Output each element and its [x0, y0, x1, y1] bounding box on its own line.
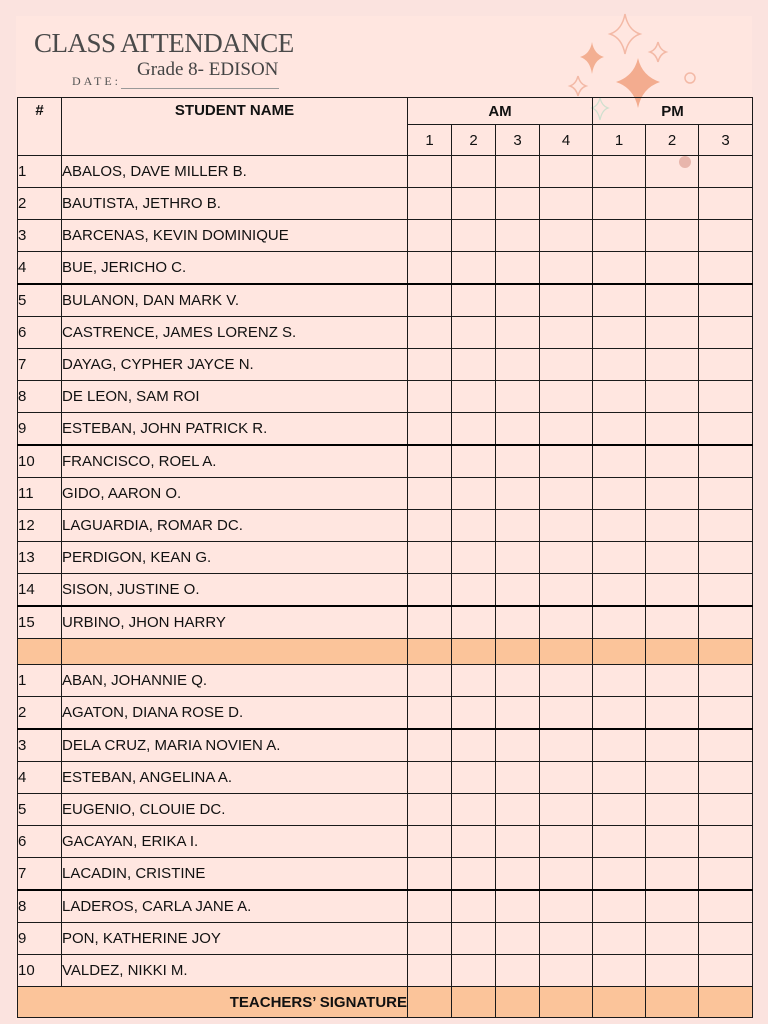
- attendance-cell[interactable]: [496, 381, 540, 413]
- attendance-cell[interactable]: [699, 252, 753, 285]
- attendance-cell[interactable]: [646, 826, 699, 858]
- student-number: 3: [18, 729, 62, 762]
- attendance-cell[interactable]: [593, 665, 646, 697]
- attendance-cell[interactable]: [593, 697, 646, 730]
- attendance-cell[interactable]: [452, 349, 496, 381]
- attendance-cell[interactable]: [699, 606, 753, 639]
- attendance-cell[interactable]: [540, 188, 593, 220]
- student-row: [18, 252, 753, 285]
- student-number: 3: [18, 220, 62, 252]
- student-name: LACADIN, CRISTINE: [62, 858, 408, 891]
- separator-cell: [646, 639, 699, 665]
- attendance-cell[interactable]: [408, 413, 452, 446]
- attendance-cell[interactable]: [408, 729, 452, 762]
- attendance-cell[interactable]: [593, 252, 646, 285]
- attendance-cell[interactable]: [646, 220, 699, 252]
- attendance-cell[interactable]: [699, 445, 753, 478]
- signature-row: [18, 987, 753, 1018]
- student-number: 13: [18, 542, 62, 574]
- attendance-cell[interactable]: [496, 349, 540, 381]
- attendance-cell[interactable]: [699, 413, 753, 446]
- attendance-cell[interactable]: [408, 697, 452, 730]
- attendance-cell[interactable]: [496, 955, 540, 987]
- attendance-cell[interactable]: [646, 445, 699, 478]
- student-name: AGATON, DIANA ROSE D.: [62, 697, 408, 730]
- student-row: [18, 697, 753, 730]
- attendance-cell[interactable]: [408, 858, 452, 891]
- attendance-cell[interactable]: [452, 826, 496, 858]
- student-name: EUGENIO, CLOUIE DC.: [62, 794, 408, 826]
- attendance-cell[interactable]: [699, 890, 753, 923]
- attendance-cell[interactable]: [452, 697, 496, 730]
- attendance-cell[interactable]: [540, 923, 593, 955]
- student-number: 8: [18, 890, 62, 923]
- attendance-cell[interactable]: [408, 665, 452, 697]
- student-row: [18, 762, 753, 794]
- attendance-cell[interactable]: [452, 955, 496, 987]
- attendance-cell[interactable]: [540, 858, 593, 891]
- student-number: 5: [18, 284, 62, 317]
- attendance-cell[interactable]: [593, 858, 646, 891]
- attendance-cell[interactable]: [540, 697, 593, 730]
- attendance-cell[interactable]: [408, 955, 452, 987]
- am-period-header: 3: [496, 125, 540, 156]
- am-period-header: 2: [452, 125, 496, 156]
- attendance-cell[interactable]: [593, 510, 646, 542]
- attendance-cell[interactable]: [699, 858, 753, 891]
- attendance-cell[interactable]: [452, 413, 496, 446]
- attendance-cell[interactable]: [540, 542, 593, 574]
- student-row: [18, 923, 753, 955]
- student-row: [18, 574, 753, 607]
- separator-cell: [18, 639, 62, 665]
- attendance-cell[interactable]: [593, 413, 646, 446]
- attendance-cell[interactable]: [699, 156, 753, 188]
- attendance-cell[interactable]: [540, 317, 593, 349]
- attendance-cell[interactable]: [593, 826, 646, 858]
- date-line: [121, 88, 279, 89]
- student-row: [18, 188, 753, 220]
- attendance-cell[interactable]: [699, 697, 753, 730]
- student-name: BUE, JERICHO C.: [62, 252, 408, 285]
- attendance-cell[interactable]: [496, 220, 540, 252]
- attendance-cell[interactable]: [646, 413, 699, 446]
- attendance-cell[interactable]: [646, 729, 699, 762]
- attendance-cell[interactable]: [593, 220, 646, 252]
- student-number: 2: [18, 697, 62, 730]
- student-number: 10: [18, 445, 62, 478]
- student-number: 6: [18, 317, 62, 349]
- student-row: [18, 955, 753, 987]
- student-number: 4: [18, 762, 62, 794]
- signature-cell[interactable]: [593, 987, 646, 1018]
- attendance-cell[interactable]: [646, 478, 699, 510]
- attendance-cell[interactable]: [699, 826, 753, 858]
- attendance-cell[interactable]: [699, 574, 753, 607]
- attendance-cell[interactable]: [496, 445, 540, 478]
- student-row: [18, 890, 753, 923]
- student-name: LADEROS, CARLA JANE A.: [62, 890, 408, 923]
- attendance-cell[interactable]: [540, 381, 593, 413]
- attendance-cell[interactable]: [408, 381, 452, 413]
- student-row: [18, 665, 753, 697]
- attendance-cell[interactable]: [496, 794, 540, 826]
- attendance-cell[interactable]: [540, 349, 593, 381]
- attendance-cell[interactable]: [496, 317, 540, 349]
- attendance-cell[interactable]: [408, 890, 452, 923]
- attendance-cell[interactable]: [593, 349, 646, 381]
- attendance-cell[interactable]: [452, 284, 496, 317]
- attendance-cell[interactable]: [540, 762, 593, 794]
- attendance-cell[interactable]: [408, 606, 452, 639]
- separator-cell: [452, 639, 496, 665]
- attendance-cell[interactable]: [593, 955, 646, 987]
- student-name: FRANCISCO, ROEL A.: [62, 445, 408, 478]
- attendance-cell[interactable]: [540, 955, 593, 987]
- student-row: [18, 156, 753, 188]
- student-number: 1: [18, 665, 62, 697]
- attendance-cell[interactable]: [646, 923, 699, 955]
- attendance-cell[interactable]: [408, 188, 452, 220]
- attendance-cell[interactable]: [646, 349, 699, 381]
- attendance-cell[interactable]: [699, 762, 753, 794]
- student-row: [18, 826, 753, 858]
- attendance-cell[interactable]: [593, 606, 646, 639]
- attendance-cell[interactable]: [646, 858, 699, 891]
- separator-cell: [699, 639, 753, 665]
- attendance-cell[interactable]: [496, 923, 540, 955]
- attendance-cell[interactable]: [408, 156, 452, 188]
- attendance-cell[interactable]: [452, 220, 496, 252]
- signature-cell[interactable]: [452, 987, 496, 1018]
- attendance-cell[interactable]: [496, 188, 540, 220]
- page-title: CLASS ATTENDANCE: [34, 28, 294, 58]
- section-separator: [18, 639, 753, 665]
- attendance-cell[interactable]: [452, 381, 496, 413]
- student-number: 14: [18, 574, 62, 607]
- column-header-pm: PM: [593, 98, 753, 125]
- separator-cell: [593, 639, 646, 665]
- column-header-am: AM: [408, 98, 593, 125]
- attendance-cell[interactable]: [593, 317, 646, 349]
- attendance-cell[interactable]: [593, 762, 646, 794]
- attendance-cell[interactable]: [496, 284, 540, 317]
- attendance-cell[interactable]: [496, 762, 540, 794]
- attendance-cell[interactable]: [540, 252, 593, 285]
- attendance-cell[interactable]: [408, 923, 452, 955]
- attendance-cell[interactable]: [540, 510, 593, 542]
- attendance-cell[interactable]: [699, 317, 753, 349]
- attendance-cell[interactable]: [452, 923, 496, 955]
- student-row: [18, 317, 753, 349]
- attendance-cell[interactable]: [496, 606, 540, 639]
- attendance-cell[interactable]: [452, 188, 496, 220]
- attendance-cell[interactable]: [593, 188, 646, 220]
- attendance-cell[interactable]: [496, 478, 540, 510]
- attendance-cell[interactable]: [593, 381, 646, 413]
- student-number: 12: [18, 510, 62, 542]
- attendance-cell[interactable]: [593, 156, 646, 188]
- attendance-cell[interactable]: [540, 284, 593, 317]
- attendance-cell[interactable]: [540, 574, 593, 607]
- student-row: [18, 606, 753, 639]
- attendance-cell[interactable]: [646, 697, 699, 730]
- attendance-cell[interactable]: [452, 858, 496, 891]
- student-name: ABALOS, DAVE MILLER B.: [62, 156, 408, 188]
- attendance-cell[interactable]: [408, 252, 452, 285]
- signature-cell[interactable]: [646, 987, 699, 1018]
- student-row: [18, 729, 753, 762]
- attendance-cell[interactable]: [452, 606, 496, 639]
- attendance-cell[interactable]: [646, 794, 699, 826]
- attendance-cell[interactable]: [408, 574, 452, 607]
- student-name: DAYAG, CYPHER JAYCE N.: [62, 349, 408, 381]
- attendance-cell[interactable]: [593, 478, 646, 510]
- student-number: 15: [18, 606, 62, 639]
- attendance-cell[interactable]: [408, 317, 452, 349]
- student-name: BULANON, DAN MARK V.: [62, 284, 408, 317]
- date-value: Grade 8- EDISON: [137, 59, 279, 80]
- attendance-cell[interactable]: [646, 317, 699, 349]
- student-row: [18, 284, 753, 317]
- student-row: [18, 510, 753, 542]
- student-row: [18, 794, 753, 826]
- attendance-cell[interactable]: [496, 413, 540, 446]
- attendance-cell[interactable]: [408, 542, 452, 574]
- student-number: 9: [18, 413, 62, 446]
- attendance-cell[interactable]: [496, 542, 540, 574]
- student-name: BARCENAS, KEVIN DOMINIQUE: [62, 220, 408, 252]
- attendance-cell[interactable]: [646, 188, 699, 220]
- separator-cell: [62, 639, 408, 665]
- attendance-cell[interactable]: [408, 826, 452, 858]
- attendance-cell[interactable]: [452, 445, 496, 478]
- attendance-cell[interactable]: [646, 156, 699, 188]
- attendance-cell[interactable]: [408, 220, 452, 252]
- attendance-cell[interactable]: [408, 284, 452, 317]
- attendance-table: [17, 97, 753, 1018]
- attendance-cell[interactable]: [496, 665, 540, 697]
- attendance-cell[interactable]: [408, 762, 452, 794]
- attendance-cell[interactable]: [408, 794, 452, 826]
- attendance-cell[interactable]: [540, 794, 593, 826]
- student-name: GIDO, AARON O.: [62, 478, 408, 510]
- attendance-cell[interactable]: [646, 381, 699, 413]
- attendance-cell[interactable]: [540, 413, 593, 446]
- student-number: 7: [18, 349, 62, 381]
- attendance-cell[interactable]: [452, 665, 496, 697]
- attendance-cell[interactable]: [496, 510, 540, 542]
- student-number: 7: [18, 858, 62, 891]
- student-number: 9: [18, 923, 62, 955]
- attendance-cell[interactable]: [593, 890, 646, 923]
- student-row: [18, 858, 753, 891]
- attendance-cell[interactable]: [540, 890, 593, 923]
- student-name: LAGUARDIA, ROMAR DC.: [62, 510, 408, 542]
- attendance-cell[interactable]: [540, 445, 593, 478]
- attendance-cell[interactable]: [540, 220, 593, 252]
- signature-cell[interactable]: [408, 987, 452, 1018]
- attendance-cell[interactable]: [699, 729, 753, 762]
- student-name: GACAYAN, ERIKA I.: [62, 826, 408, 858]
- attendance-cell[interactable]: [452, 252, 496, 285]
- column-header-student-name: STUDENT NAME: [62, 98, 408, 156]
- attendance-cell[interactable]: [646, 955, 699, 987]
- student-number: 11: [18, 478, 62, 510]
- attendance-cell[interactable]: [593, 574, 646, 607]
- attendance-cell[interactable]: [646, 542, 699, 574]
- student-number: 4: [18, 252, 62, 285]
- attendance-cell[interactable]: [646, 890, 699, 923]
- attendance-cell[interactable]: [699, 510, 753, 542]
- student-row: [18, 220, 753, 252]
- attendance-cell[interactable]: [452, 794, 496, 826]
- attendance-cell[interactable]: [452, 729, 496, 762]
- attendance-cell[interactable]: [699, 349, 753, 381]
- date-label: DATE:: [72, 74, 121, 88]
- attendance-cell[interactable]: [452, 890, 496, 923]
- student-row: [18, 349, 753, 381]
- student-name: VALDEZ, NIKKI M.: [62, 955, 408, 987]
- attendance-cell[interactable]: [452, 317, 496, 349]
- attendance-cell[interactable]: [699, 381, 753, 413]
- attendance-cell[interactable]: [540, 606, 593, 639]
- attendance-cell[interactable]: [646, 252, 699, 285]
- attendance-cell[interactable]: [646, 574, 699, 607]
- student-name: CASTRENCE, JAMES LORENZ S.: [62, 317, 408, 349]
- attendance-cell[interactable]: [540, 826, 593, 858]
- attendance-cell[interactable]: [496, 252, 540, 285]
- attendance-cell[interactable]: [646, 606, 699, 639]
- attendance-cell[interactable]: [646, 284, 699, 317]
- attendance-cell[interactable]: [699, 220, 753, 252]
- attendance-cell[interactable]: [699, 542, 753, 574]
- attendance-cell[interactable]: [646, 762, 699, 794]
- student-row: [18, 381, 753, 413]
- student-row: [18, 445, 753, 478]
- attendance-cell[interactable]: [452, 762, 496, 794]
- signature-cell[interactable]: [540, 987, 593, 1018]
- student-number: 2: [18, 188, 62, 220]
- student-row: [18, 542, 753, 574]
- attendance-cell[interactable]: [699, 188, 753, 220]
- teachers-signature-label: TEACHERS’ SIGNATURE: [18, 987, 408, 1018]
- attendance-cell[interactable]: [452, 542, 496, 574]
- attendance-cell[interactable]: [593, 794, 646, 826]
- student-name: PERDIGON, KEAN G.: [62, 542, 408, 574]
- attendance-cell[interactable]: [593, 445, 646, 478]
- attendance-cell[interactable]: [699, 284, 753, 317]
- pm-period-header: 3: [699, 125, 753, 156]
- attendance-cell[interactable]: [452, 574, 496, 607]
- attendance-cell[interactable]: [452, 156, 496, 188]
- attendance-cell[interactable]: [496, 890, 540, 923]
- attendance-cell[interactable]: [593, 729, 646, 762]
- separator-cell: [496, 639, 540, 665]
- attendance-cell[interactable]: [496, 574, 540, 607]
- student-name: DELA CRUZ, MARIA NOVIEN A.: [62, 729, 408, 762]
- attendance-cell[interactable]: [699, 955, 753, 987]
- student-number: 1: [18, 156, 62, 188]
- student-name: ESTEBAN, JOHN PATRICK R.: [62, 413, 408, 446]
- attendance-cell[interactable]: [699, 478, 753, 510]
- attendance-cell[interactable]: [496, 729, 540, 762]
- attendance-cell[interactable]: [540, 156, 593, 188]
- attendance-cell[interactable]: [540, 665, 593, 697]
- attendance-cell[interactable]: [496, 858, 540, 891]
- attendance-cell[interactable]: [496, 697, 540, 730]
- student-name: DE LEON, SAM ROI: [62, 381, 408, 413]
- pm-period-header: 1: [593, 125, 646, 156]
- student-name: PON, KATHERINE JOY: [62, 923, 408, 955]
- am-period-header: 4: [540, 125, 593, 156]
- attendance-cell[interactable]: [408, 445, 452, 478]
- student-name: ABAN, JOHANNIE Q.: [62, 665, 408, 697]
- attendance-cell[interactable]: [496, 826, 540, 858]
- column-header-number: #: [18, 98, 62, 156]
- attendance-cell[interactable]: [540, 729, 593, 762]
- student-name: SISON, JUSTINE O.: [62, 574, 408, 607]
- pm-period-header: 2: [646, 125, 699, 156]
- student-row: [18, 413, 753, 446]
- attendance-cell[interactable]: [593, 284, 646, 317]
- signature-cell[interactable]: [496, 987, 540, 1018]
- student-row: [18, 478, 753, 510]
- student-name: ESTEBAN, ANGELINA A.: [62, 762, 408, 794]
- attendance-cell[interactable]: [452, 478, 496, 510]
- attendance-cell[interactable]: [408, 478, 452, 510]
- separator-cell: [408, 639, 452, 665]
- attendance-cell[interactable]: [699, 665, 753, 697]
- student-number: 6: [18, 826, 62, 858]
- am-period-header: 1: [408, 125, 452, 156]
- attendance-cell[interactable]: [593, 542, 646, 574]
- attendance-cell[interactable]: [646, 510, 699, 542]
- attendance-cell[interactable]: [452, 510, 496, 542]
- attendance-cell[interactable]: [699, 794, 753, 826]
- student-number: 5: [18, 794, 62, 826]
- attendance-cell[interactable]: [646, 665, 699, 697]
- separator-cell: [540, 639, 593, 665]
- attendance-cell[interactable]: [408, 510, 452, 542]
- student-name: URBINO, JHON HARRY: [62, 606, 408, 639]
- student-name: BAUTISTA, JETHRO B.: [62, 188, 408, 220]
- signature-cell[interactable]: [699, 987, 753, 1018]
- attendance-cell[interactable]: [408, 349, 452, 381]
- attendance-cell[interactable]: [496, 156, 540, 188]
- student-number: 10: [18, 955, 62, 987]
- attendance-cell[interactable]: [593, 923, 646, 955]
- student-number: 8: [18, 381, 62, 413]
- attendance-cell[interactable]: [699, 923, 753, 955]
- attendance-cell[interactable]: [540, 478, 593, 510]
